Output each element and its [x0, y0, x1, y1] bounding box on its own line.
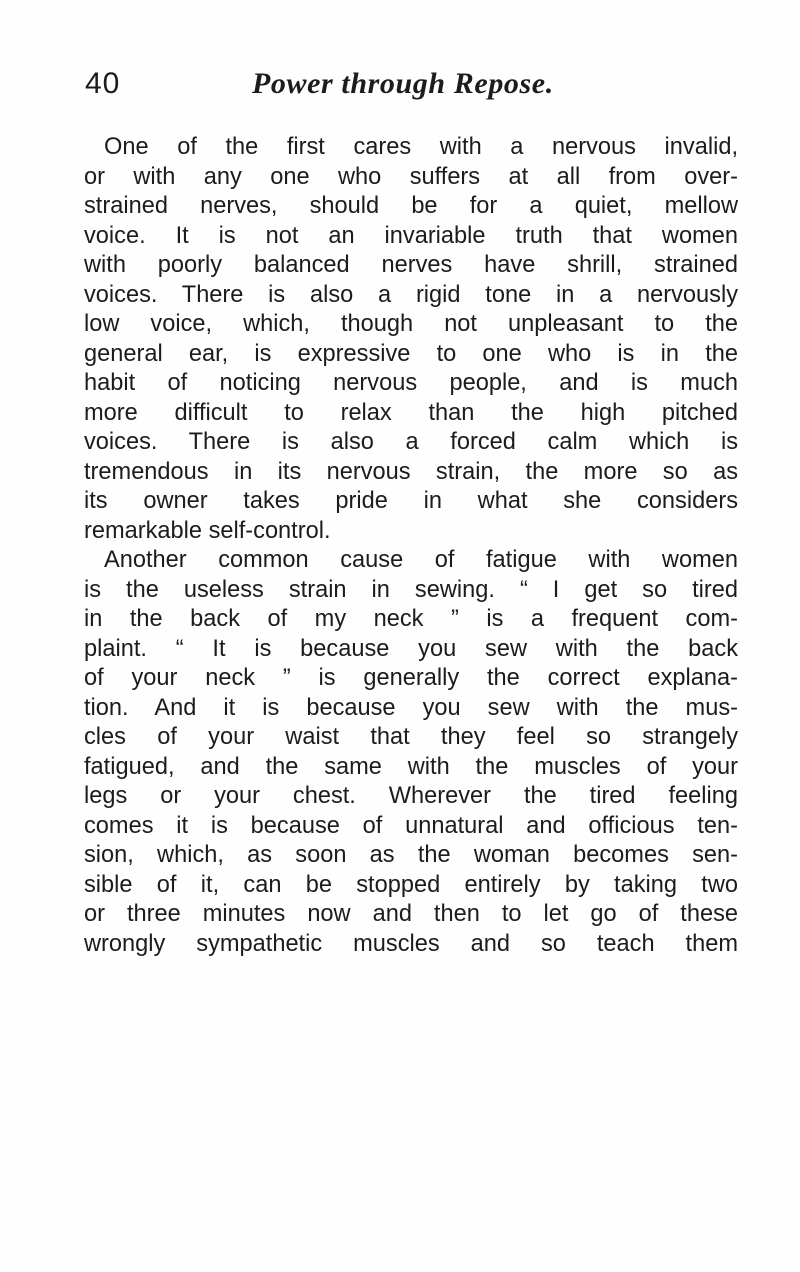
- text-line: legs or your chest. Wherever the tired feeling: [84, 783, 738, 809]
- text-line: sible of it, can be stopped entirely by taking two: [84, 871, 738, 898]
- text-line: fatigued, and the same with the muscles of your: [84, 753, 738, 780]
- text-line: One of the first cares with a nervous invalid,: [104, 134, 738, 160]
- text-line: cles of your waist that they feel so strangely: [84, 724, 738, 750]
- text-line: habit of noticing nervous people, and is much: [84, 370, 738, 396]
- text-line: general ear, is expressive to one who is in the: [84, 340, 738, 367]
- text-line: tremendous in its nervous strain, the more so as: [84, 458, 738, 485]
- text-line: voices. There is also a forced calm which is: [84, 429, 738, 455]
- text-line: low voice, which, though not unpleasant to the: [84, 311, 738, 337]
- running-title: Power through Repose.: [252, 67, 554, 100]
- text-line: more difficult to relax than the high pitched: [84, 399, 738, 426]
- text-line: with poorly balanced nerves have shrill, strained: [84, 252, 738, 278]
- text-line: or with any one who suffers at all from over-: [84, 163, 738, 190]
- body-text: [84, 133, 738, 959]
- text-line: remarkable self-control.: [84, 517, 331, 544]
- text-line: in the back of my neck ” is a frequent com-: [84, 606, 738, 632]
- text-line: strained nerves, should be for a quiet, mellow: [84, 193, 738, 219]
- text-line: voice. It is not an invariable truth that women: [84, 222, 738, 249]
- running-header: [85, 64, 745, 104]
- text-line: or three minutes now and then to let go of these: [84, 901, 738, 927]
- text-line: its owner takes pride in what she considers: [84, 488, 738, 514]
- text-line: tion. And it is because you sew with the mus-: [84, 694, 738, 721]
- text-line: of your neck ” is generally the correct explana-: [84, 665, 738, 691]
- text-line: sion, which, as soon as the woman becomes sen-: [84, 842, 738, 868]
- text-line: is the useless strain in sewing. “ I get so tired: [84, 576, 738, 603]
- text-line: plaint. “ It is because you sew with the back: [84, 635, 738, 662]
- page-number: 40: [85, 67, 121, 100]
- text-line: voices. There is also a rigid tone in a nervously: [84, 281, 738, 308]
- text-line: comes it is because of unnatural and officious ten-: [84, 812, 738, 839]
- text-line: Another common cause of fatigue with women: [104, 547, 738, 573]
- text-line: wrongly sympathetic muscles and so teach them: [84, 930, 738, 957]
